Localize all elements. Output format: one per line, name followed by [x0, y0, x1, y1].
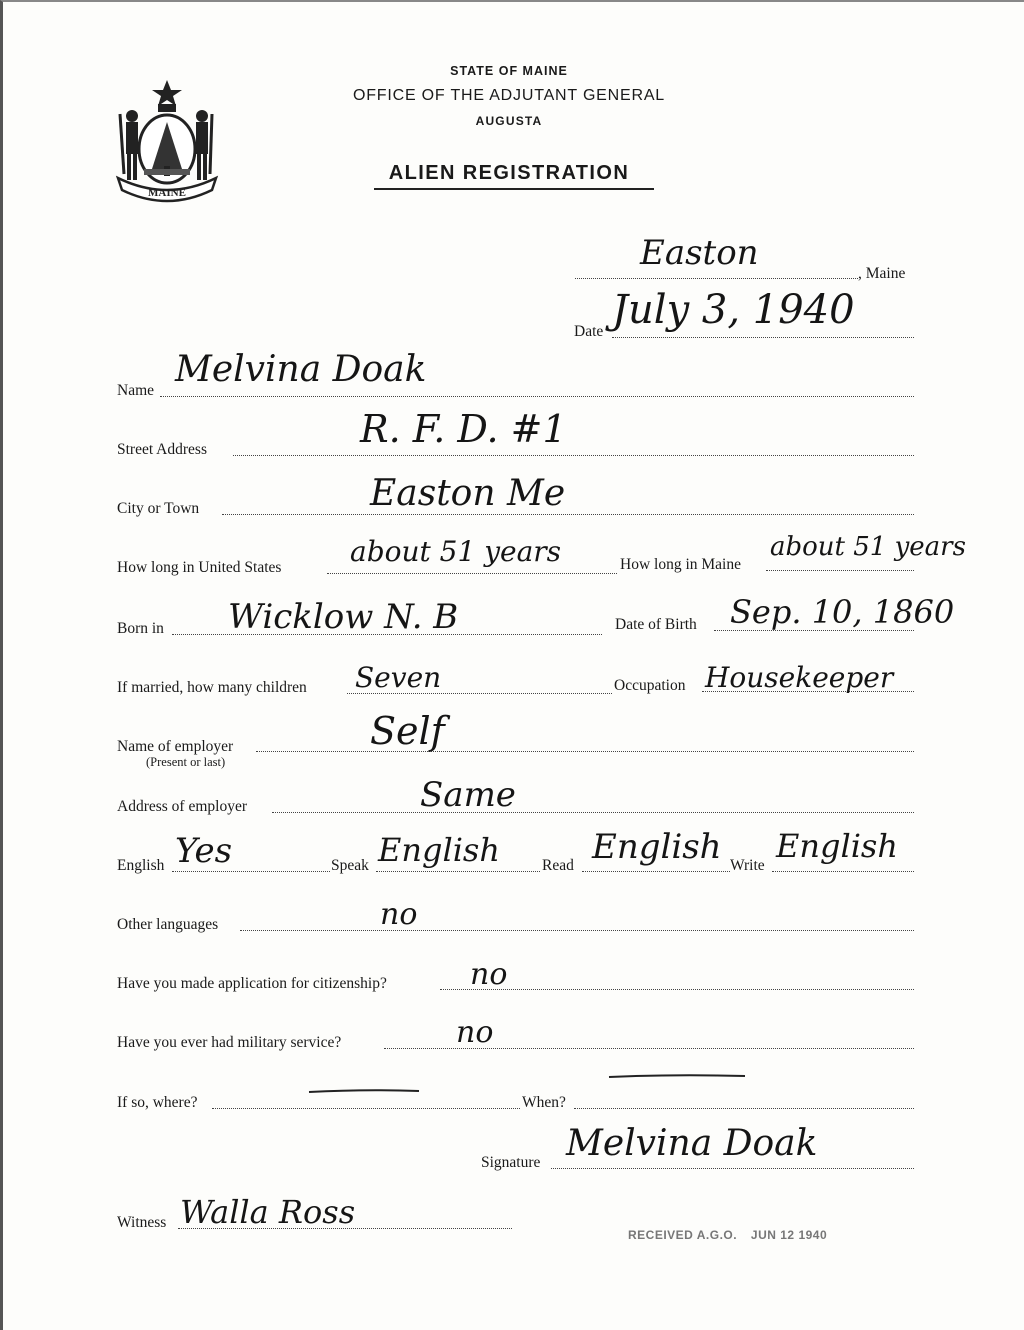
other-languages-label: Other languages: [117, 916, 219, 933]
occupation-value: Housekeeper: [705, 661, 894, 694]
signature-line: [551, 1168, 914, 1169]
where-label: If so, where?: [117, 1094, 198, 1111]
how-long-us-value: about 51 years: [350, 535, 562, 568]
employer-address-label: Address of employer: [117, 798, 247, 815]
english-label: English: [117, 857, 165, 874]
dob-label: Date of Birth: [615, 616, 697, 633]
when-line: [574, 1108, 914, 1109]
write-line: [772, 871, 914, 872]
born-in-value: Wicklow N. B: [228, 597, 459, 637]
form-title: ALIEN REGISTRATION: [388, 162, 630, 184]
children-value: Seven: [355, 661, 442, 694]
witness-value: Walla Ross: [180, 1193, 356, 1231]
stamp-date: JUN 12 1940: [750, 1228, 828, 1242]
citizenship-line: [440, 989, 914, 990]
other-languages-line: [240, 930, 914, 931]
city-label: City or Town: [117, 500, 200, 517]
where-line: [212, 1108, 520, 1109]
when-dash: [605, 1070, 750, 1084]
witness-label: Witness: [117, 1214, 167, 1231]
read-label: Read: [542, 857, 574, 874]
speak-value: English: [378, 831, 500, 869]
town-value: Easton: [640, 233, 759, 273]
employer-value: Self: [370, 709, 445, 753]
city-value: Easton Me: [370, 473, 566, 514]
how-long-maine-label: How long in Maine: [620, 556, 741, 573]
signature-label: Signature: [481, 1154, 541, 1171]
military-value: no: [456, 1015, 494, 1050]
dob-value: Sep. 10, 1860: [730, 593, 955, 631]
header-state: STATE OF MAINE: [450, 64, 568, 78]
employer-address-value: Same: [420, 775, 516, 815]
title-underline: [374, 188, 654, 190]
speak-line: [376, 871, 540, 872]
citizenship-value: no: [470, 957, 508, 992]
occupation-label: Occupation: [614, 677, 686, 694]
maine-label: , Maine: [858, 265, 906, 282]
write-label: Write: [730, 857, 765, 874]
how-long-maine-line: [766, 570, 914, 571]
employer-address-line: [272, 812, 914, 813]
name-line: [160, 396, 914, 397]
name-label: Name: [117, 382, 155, 399]
where-dash: [305, 1084, 425, 1098]
city-line: [222, 514, 914, 515]
header-city: AUGUSTA: [475, 114, 543, 128]
read-line: [582, 871, 730, 872]
svg-text:MAINE: MAINE: [148, 187, 186, 199]
street-label: Street Address: [117, 441, 207, 458]
english-value: Yes: [175, 831, 233, 871]
write-value: English: [776, 827, 898, 865]
children-label: If married, how many children: [117, 679, 307, 696]
how-long-maine-value: about 51 years: [770, 532, 966, 562]
date-label: Date: [574, 323, 604, 340]
street-value: R. F. D. #1: [360, 407, 567, 451]
date-line: [612, 337, 914, 338]
speak-label: Speak: [331, 857, 369, 874]
employer-line: [256, 751, 914, 752]
born-in-label: Born in: [117, 620, 164, 637]
english-line: [172, 871, 330, 872]
military-label: Have you ever had military service?: [117, 1034, 342, 1051]
name-value: Melvina Doak: [175, 349, 427, 390]
when-label: When?: [522, 1094, 566, 1111]
header-office: OFFICE OF THE ADJUTANT GENERAL: [352, 87, 666, 104]
stamp-text: RECEIVED A.G.O.: [628, 1228, 738, 1242]
street-line: [233, 455, 914, 456]
how-long-us-label: How long in United States: [117, 559, 282, 576]
received-stamp: [628, 1228, 837, 1242]
signature-value: Melvina Doak: [566, 1123, 818, 1164]
how-long-us-line: [327, 573, 617, 574]
date-value: July 3, 1940: [612, 287, 855, 333]
read-value: English: [592, 827, 722, 867]
employer-label: Name of employer: [117, 738, 234, 755]
other-languages-value: no: [380, 897, 418, 932]
employer-sublabel: (Present or last): [146, 755, 226, 769]
town-line: [575, 278, 858, 279]
citizenship-label: Have you made application for citizenship?: [117, 975, 387, 992]
